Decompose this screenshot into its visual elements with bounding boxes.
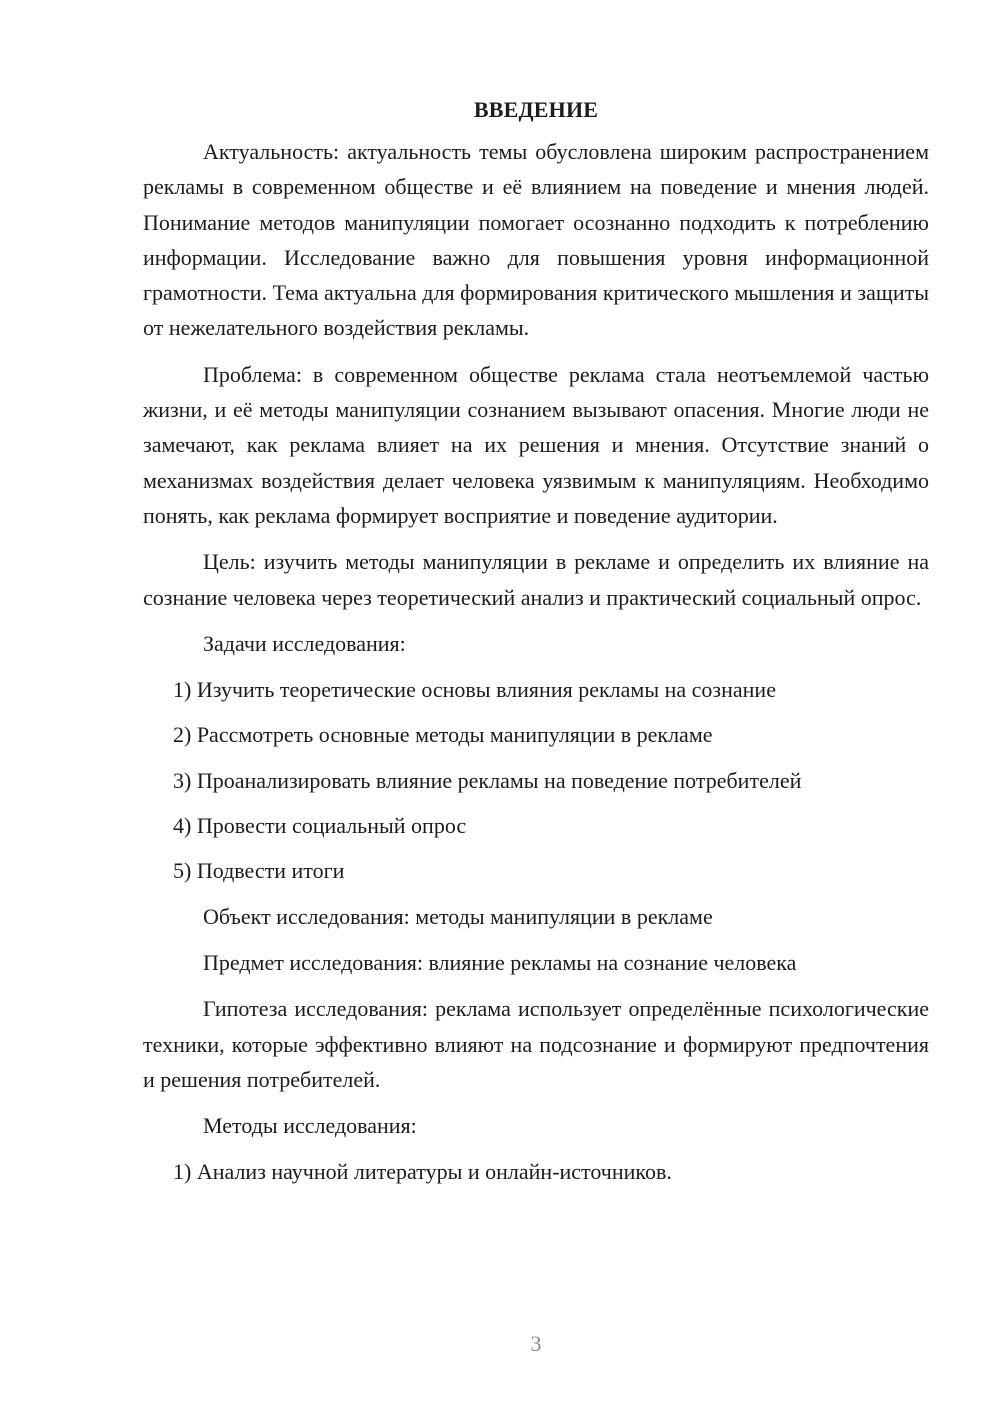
problem-paragraph: Проблема: в современном обществе реклама стала неотъемлемой частью жизни, и её методы манипуляции сознанием вызывают опасения. Многие люди не замечают, как реклама влияет на их решения и мнения. Отсутствие знаний о механизмах воздействия делает человека уязвимым к манипуляциям. Необходимо понять, как реклама формирует восприятие и поведение аудитории. xyxy=(143,361,929,528)
list-item: 2) Рассмотреть основные методы манипуляции в рекламе xyxy=(173,722,713,748)
list-item: 5) Подвести итоги xyxy=(173,858,345,884)
list-item: 1) Анализ научной литературы и онлайн-источников. xyxy=(173,1159,672,1185)
hypothesis-paragraph: Гипотеза исследования: реклама использует определённые психологические техники, которые эффективно влияют на подсознание и формируют предпочтения и решения потребителей. xyxy=(143,996,929,1092)
relevance-paragraph: Актуальность: актуальность темы обусловлена широким распространением рекламы в современном обществе и её влиянием на поведение и мнения людей. Понимание методов манипуляции помогает осознанно подходить к потреблению информации. Исследование важно для повышения уровня информационной грамотности. Тема актуальна для формирования критического мышления и защиты от нежелательного воздействия рекламы. xyxy=(143,139,929,341)
goal-paragraph: Цель: изучить методы манипуляции в рекламе и определить их влияние на сознание человека через теоретический анализ и практический социальный опрос. xyxy=(143,549,929,610)
page-number: 3 xyxy=(530,1331,542,1356)
tasks-list xyxy=(143,672,929,888)
methods-list xyxy=(143,1154,929,1189)
list-item: 4) Провести социальный опрос xyxy=(173,813,467,839)
page-content xyxy=(143,94,929,1200)
list-item: 1) Изучить теоретические основы влияния рекламы на сознание xyxy=(173,677,776,703)
object-paragraph: Объект исследования: методы манипуляции в рекламе xyxy=(203,903,713,929)
methods-heading: Методы исследования: xyxy=(203,1113,417,1139)
subject-paragraph: Предмет исследования: влияние рекламы на сознание человека xyxy=(203,949,797,975)
section-title: ВВЕДЕНИЕ xyxy=(473,97,599,122)
tasks-heading: Задачи исследования: xyxy=(203,630,406,656)
list-item: 3) Проанализировать влияние рекламы на поведение потребителей xyxy=(173,767,802,793)
